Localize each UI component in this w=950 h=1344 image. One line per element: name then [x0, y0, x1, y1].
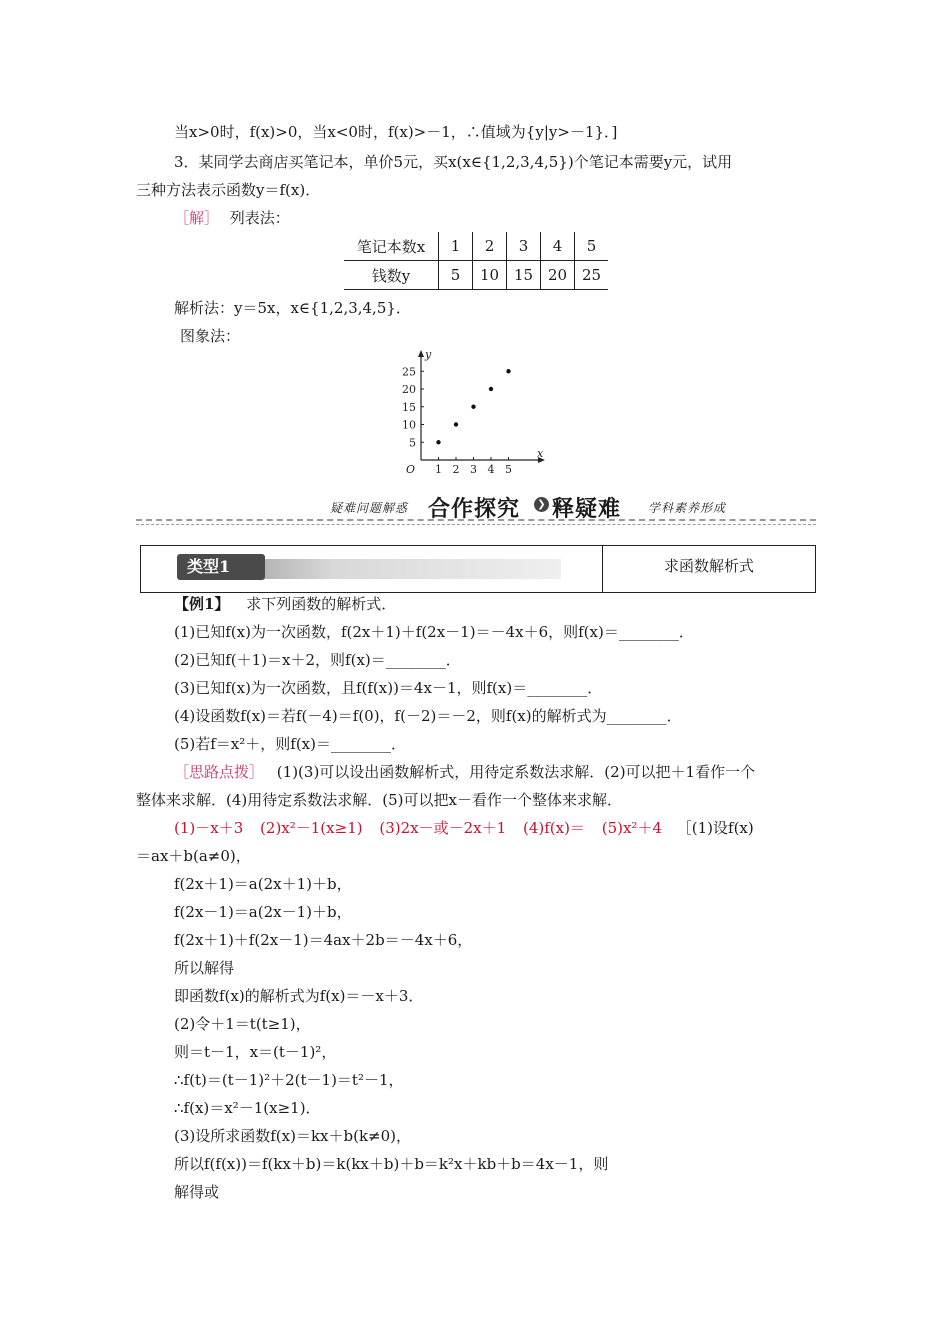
banner-title-left: 合作探究 [428, 496, 521, 522]
hint-tag: ［思路点拨］ [174, 763, 265, 781]
example-text: 求下列函数的解析式． [246, 595, 397, 613]
divider [136, 524, 816, 525]
answer: (2)x²－1(x≥1) [260, 819, 363, 837]
section-banner [136, 494, 816, 522]
x-tick-label: 5 [505, 463, 512, 475]
example-item: (3)已知f(x)为一次函数，且f(f(x))＝4x－1，则f(x)＝________． [174, 679, 603, 697]
solution-line: (2)令＋1＝t(t≥1)， [174, 1015, 311, 1033]
table-cell: 25 [575, 261, 609, 290]
text-line: 3．某同学去商店买笔记本，单价5元，买x(x∈{1,2,3,4,5})个笔记本需要y元，试用 [174, 153, 733, 171]
table-header-cell: 钱数y [344, 261, 439, 290]
scatter-point [506, 369, 510, 373]
solution-line: 所以f(f(x))＝f(kx＋b)＝k(kx＋b)＋b＝k²x＋kb＋b＝4x－1，则 [174, 1155, 609, 1173]
table-cell: 5 [439, 261, 473, 290]
scatter-point [471, 405, 475, 409]
table-cell: 15 [507, 261, 541, 290]
table-cell: 4 [541, 232, 575, 261]
table-cell: 5 [575, 232, 609, 261]
example-heading [174, 594, 396, 614]
type-tag: 类型1 [177, 554, 265, 580]
hint-text: (1)(3)可以设出函数解析式，用待定系数法求解．(2)可以把＋1看作一个 [276, 763, 756, 781]
origin-label: O [405, 463, 415, 475]
type-box [140, 545, 816, 593]
example-item: (2)已知f(＋1)＝x＋2，则f(x)＝________． [174, 651, 461, 669]
answer: (4)f(x)＝ [522, 819, 585, 837]
text-line: 三种方法表示函数y＝f(x)． [136, 181, 321, 199]
example-item: (5)若f＝x²＋，则f(x)＝________． [174, 735, 406, 753]
solution-line: ＝ax＋b(a≠0)， [136, 847, 251, 865]
solution-line: (3)设所求函数f(x)＝kx＋b(k≠0)， [174, 1127, 412, 1145]
scatter-point [489, 387, 493, 391]
values-table [344, 232, 608, 290]
y-tick-label: 5 [409, 436, 416, 450]
table-row [344, 261, 608, 290]
answer: (5)x²＋4 [601, 819, 662, 837]
example-item: (1)已知f(x)为一次函数，f(2x＋1)＋f(2x－1)＝－4x＋6，则f(x)＝________． [174, 623, 694, 641]
example-label: 【例1】 [174, 595, 230, 613]
table-cell: 2 [473, 232, 507, 261]
answer: (3)2x－或－2x＋1 [379, 819, 507, 837]
table-cell: 20 [541, 261, 575, 290]
solution-line: f(2x＋1)＝a(2x＋1)＋b， [174, 875, 352, 893]
text-line: 当x>0时，f(x)>0，当x<0时，f(x)>－1，∴值域为{y|y>－1}．] [174, 123, 618, 141]
scatter-graph [395, 345, 555, 475]
divider [136, 519, 816, 521]
chevron-right-icon: ❯ [534, 497, 549, 512]
solution-line: ∴f(x)＝x²－1(x≥1)． [174, 1099, 321, 1117]
solution-line: 即函数f(x)的解析式为f(x)＝－x＋3． [174, 987, 424, 1005]
solution-intro [174, 208, 290, 228]
solution-start: ［(1)设f(x) [676, 819, 754, 837]
banner-title-right: 释疑难 [552, 496, 622, 522]
table-header-cell: 笔记本数x [344, 232, 439, 261]
scatter-point [436, 440, 440, 444]
scatter-point [454, 422, 458, 426]
solution-line: ∴f(t)＝(t－1)²＋2(t－1)＝t²－1， [174, 1071, 404, 1089]
x-tick-label: 2 [452, 463, 460, 475]
table-cell: 10 [473, 261, 507, 290]
solution-line: f(2x＋1)＋f(2x－1)＝4ax＋2b＝－4x＋6， [174, 931, 473, 949]
hint-line [174, 762, 755, 782]
solution-line: 解得或 [174, 1183, 220, 1201]
x-axis-label: x [537, 447, 544, 460]
table-cell: 3 [507, 232, 541, 261]
type-title: 求函数解析式 [663, 557, 754, 575]
banner-left-small: 疑难问题解惑 [330, 501, 409, 515]
analytic-method: 解析法：y＝5x，x∈{1,2,3,4,5}． [174, 299, 411, 317]
example-item: (4)设函数f(x)＝若f(－4)＝f(0)，f(－2)＝－2，则f(x)的解析式为________． [174, 707, 682, 725]
list-method-label: 列表法： [229, 209, 290, 227]
hint-line: 整体来求解．(4)用待定系数法求解．(5)可以把x－看作一个整体来求解． [136, 791, 622, 809]
x-tick-label: 1 [435, 463, 442, 475]
y-tick-label: 20 [402, 383, 416, 396]
banner-right-small: 学科素养形成 [648, 501, 727, 515]
solution-line: f(2x－1)＝a(2x－1)＋b， [174, 903, 352, 921]
y-tick-label: 15 [402, 400, 416, 414]
y-tick-label: 25 [402, 365, 416, 379]
answers-line [174, 818, 754, 838]
solution-tag: ［解］ [174, 209, 220, 227]
graph-method-label: 图象法： [180, 327, 241, 345]
y-axis-arrow [418, 350, 424, 357]
x-tick-label: 4 [487, 463, 495, 475]
table-row [344, 232, 608, 261]
y-axis-label: y [425, 348, 432, 361]
x-tick-label: 3 [470, 463, 477, 475]
y-tick-label: 10 [402, 418, 416, 432]
solution-line: 则＝t－1，x＝(t－1)²， [174, 1043, 337, 1061]
table-cell: 1 [439, 232, 473, 261]
answer: (1)－x＋3 [174, 819, 244, 837]
solution-line: 所以解得 [174, 959, 235, 977]
